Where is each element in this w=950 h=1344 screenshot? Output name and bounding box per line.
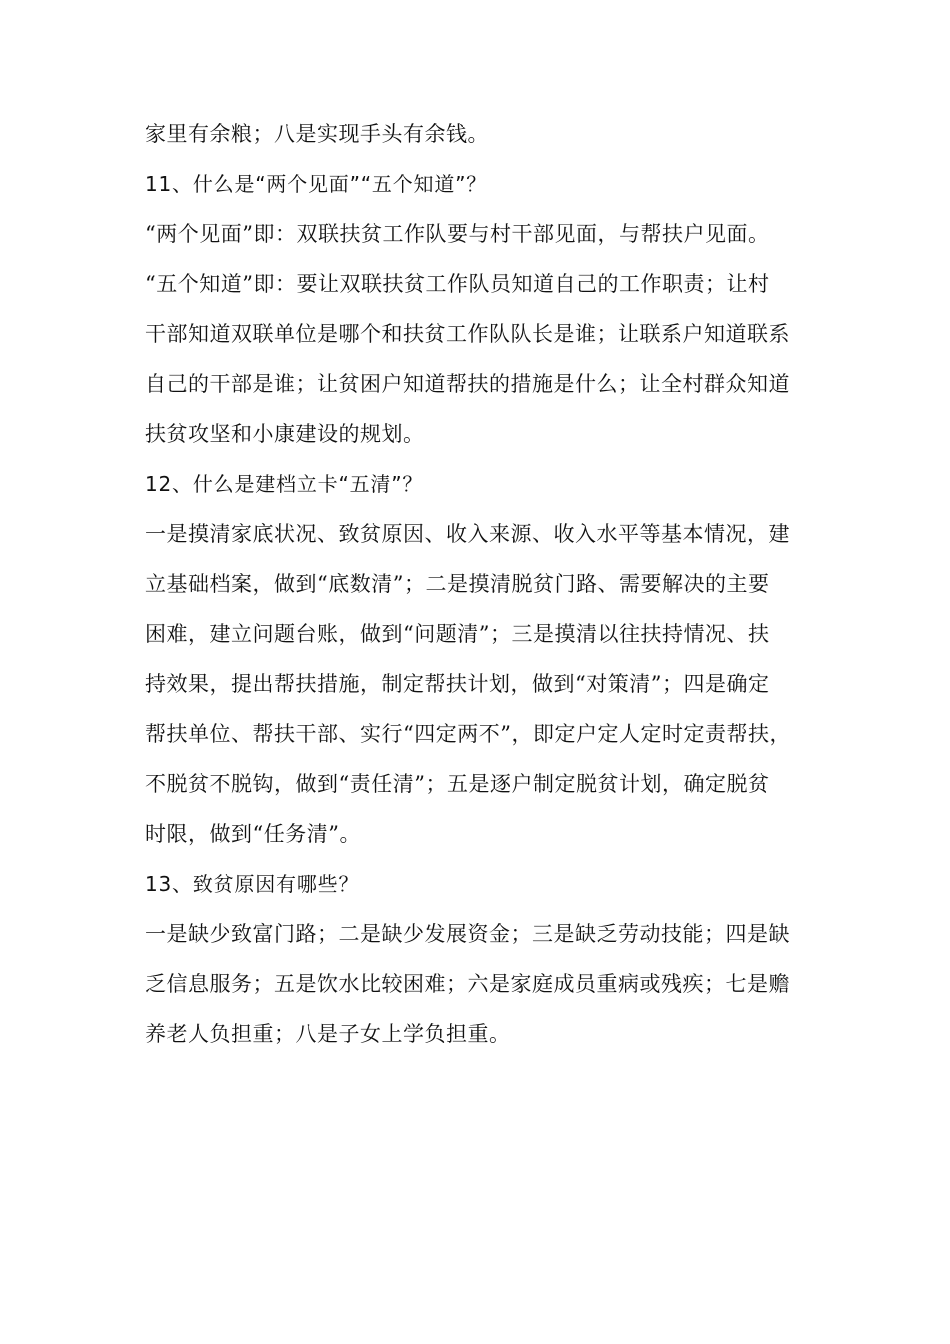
paragraph-line: 时限，做到“任务清”。 [145,822,361,846]
paragraph-line: 养老人负担重；八是子女上学负担重。 [145,1022,511,1046]
paragraph-line: 不脱贫不脱钩，做到“责任清”；五是逐户制定脱贫计划，确定脱贫 [145,772,770,796]
paragraph-line: 自己的干部是谁；让贫困户知道帮扶的措施是什么；让全村群众知道 [145,372,790,396]
paragraph-line: 家里有余粮；八是实现手头有余钱。 [145,122,489,146]
paragraph-line: 一是摸清家底状况、致贫原因、收入来源、收入水平等基本情况，建 [145,522,790,546]
paragraph-line: 立基础档案，做到“底数清”；二是摸清脱贫门路、需要解决的主要 [145,572,770,596]
paragraph-line: 扶贫攻坚和小康建设的规划。 [145,422,425,446]
paragraph-line: 帮扶单位、帮扶干部、实行“四定两不”，即定户定人定时定责帮扶， [145,722,791,746]
paragraph-line: 持效果，提出帮扶措施，制定帮扶计划，做到“对策清”；四是确定 [145,672,770,696]
paragraph-line: 一是缺少致富门路；二是缺少发展资金；三是缺乏劳动技能；四是缺 [145,922,790,946]
paragraph-line: “两个见面”即：双联扶贫工作队要与村干部见面，与帮扶户见面。 [145,222,770,246]
question-heading-11: 11、什么是“两个见面”“五个知道”？ [145,172,488,196]
question-heading-13: 13、致贫原因有哪些？ [145,872,360,896]
paragraph-line: “五个知道”即：要让双联扶贫工作队员知道自己的工作职责；让村 [145,272,770,296]
paragraph-line: 干部知道双联单位是哪个和扶贫工作队队长是谁；让联系户知道联系 [145,322,790,346]
paragraph-line: 乏信息服务；五是饮水比较困难；六是家庭成员重病或残疾；七是赡 [145,972,790,996]
question-heading-12: 12、什么是建档立卡“五清”？ [145,472,424,496]
paragraph-line: 困难，建立问题台账，做到“问题清”；三是摸清以往扶持情况、扶 [145,622,770,646]
